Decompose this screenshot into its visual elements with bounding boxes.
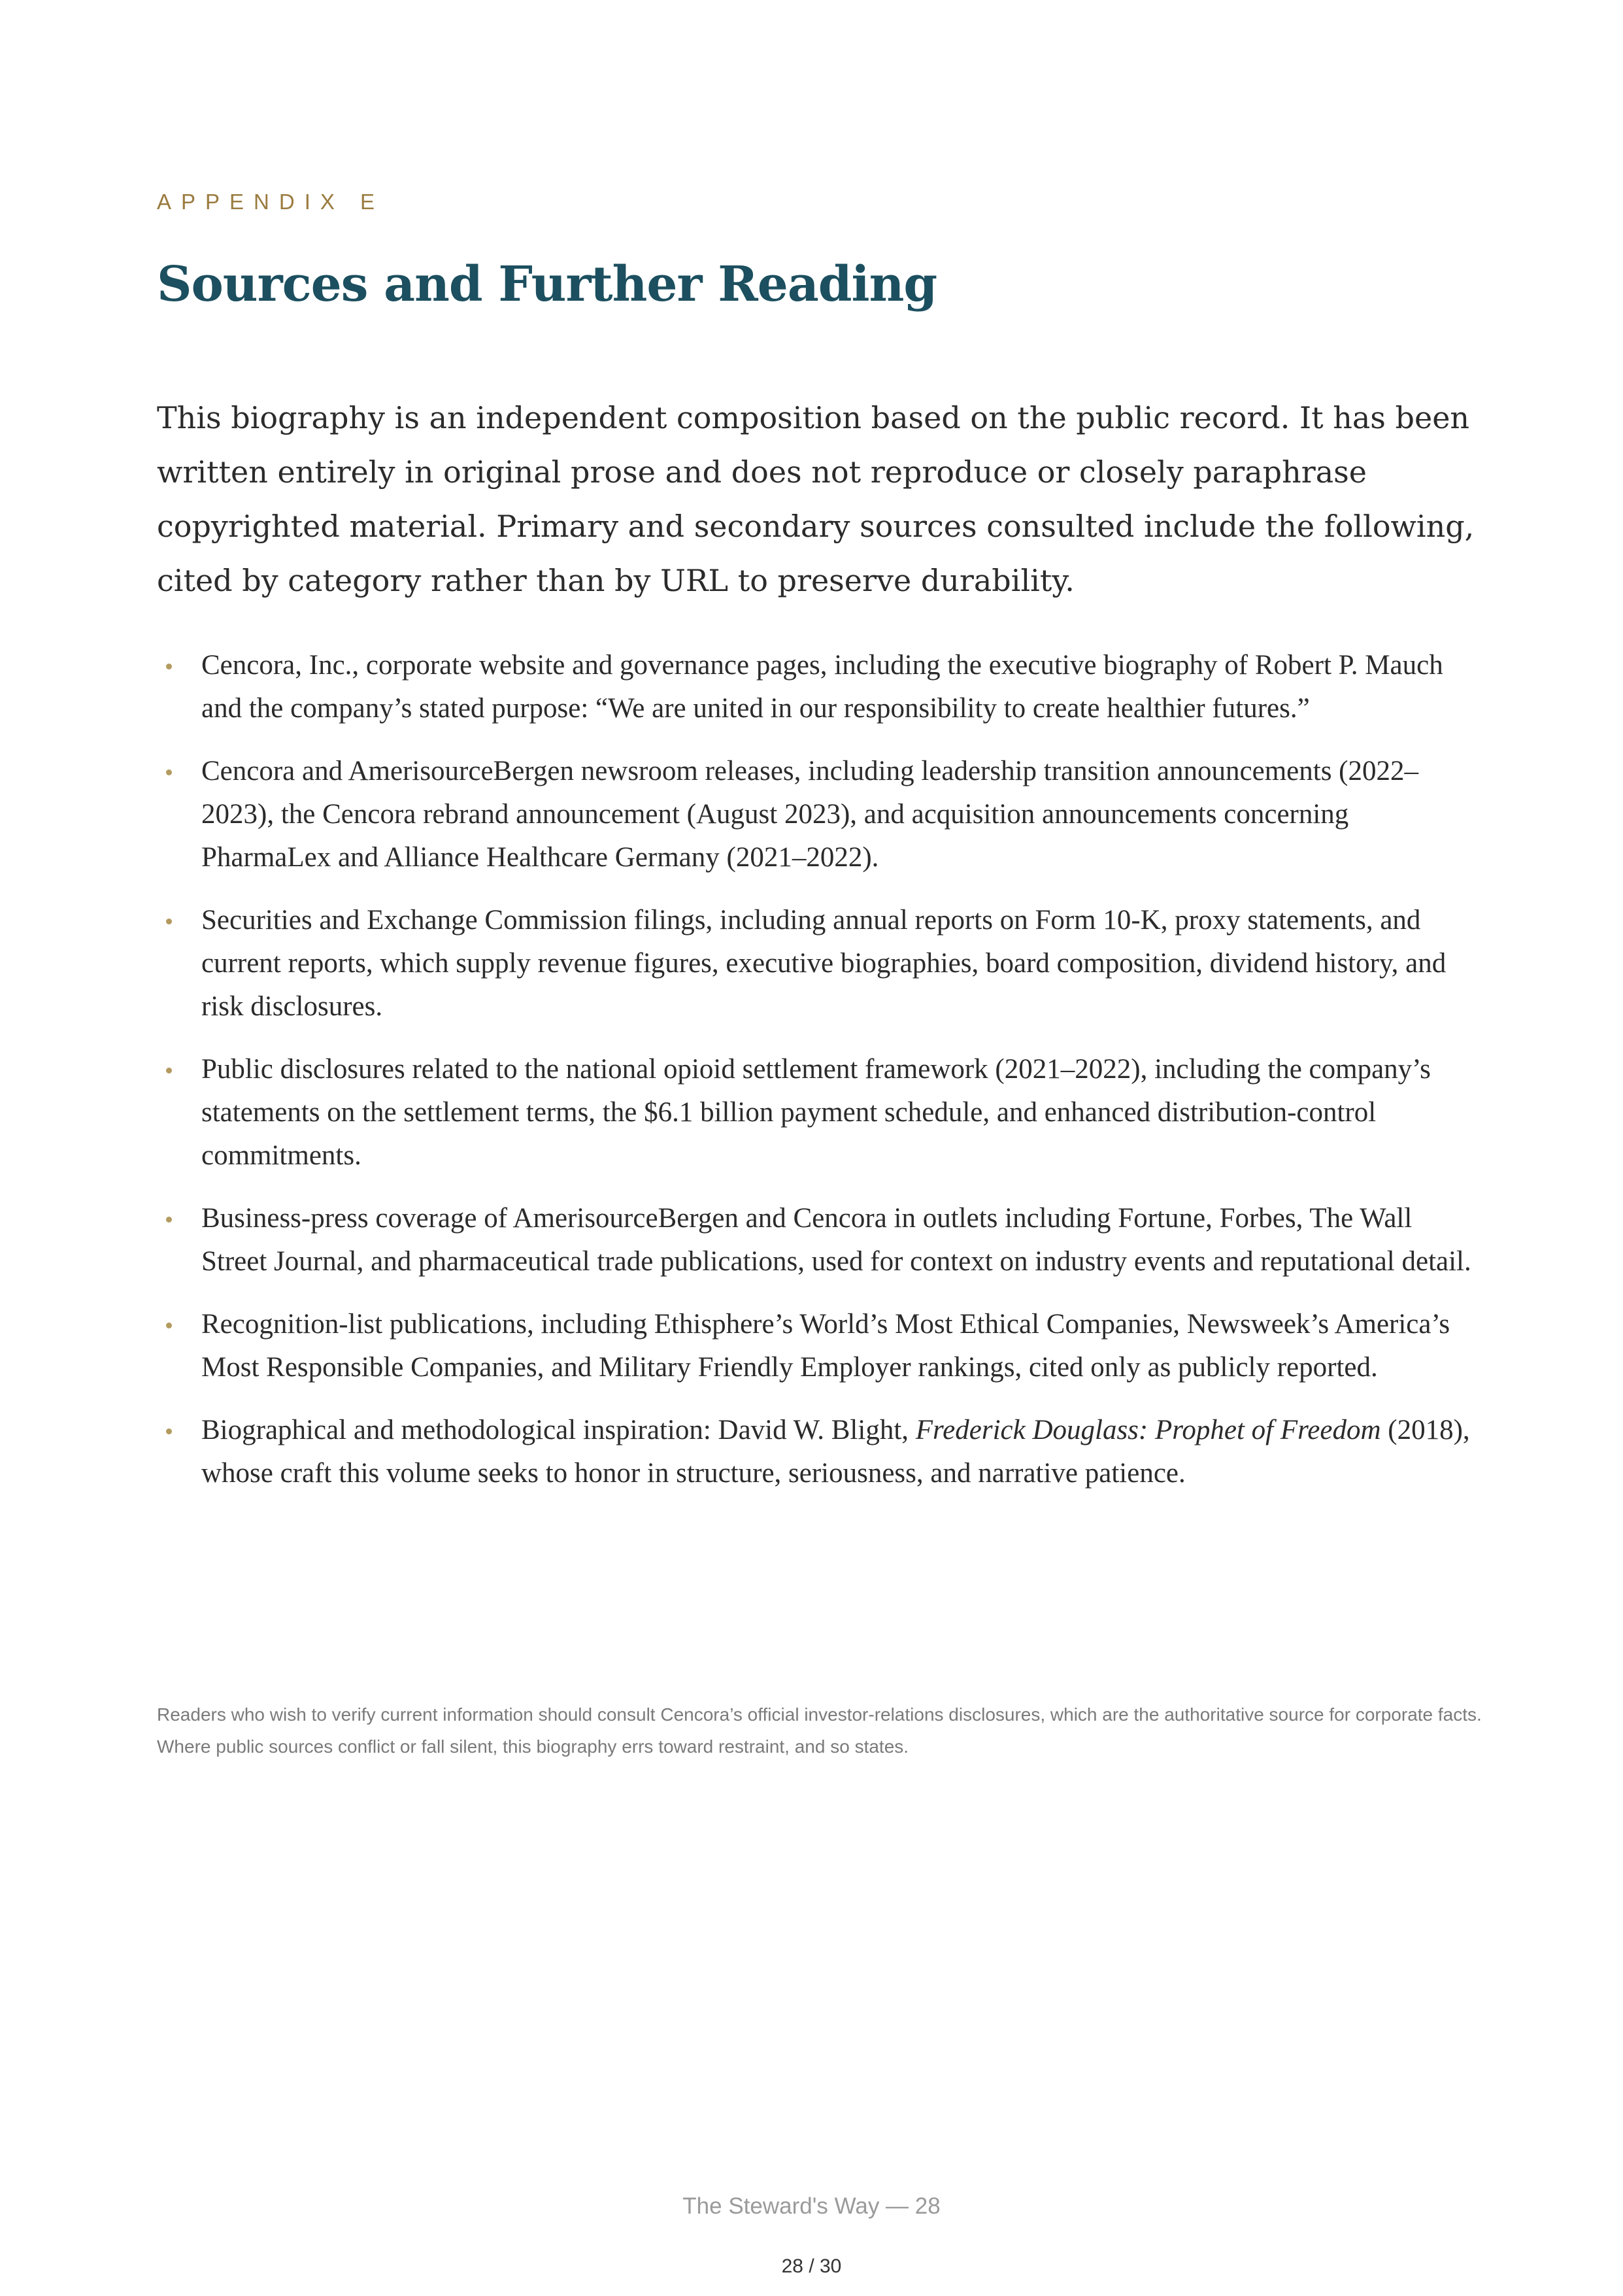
sources-list [157, 644, 1484, 1515]
intro-paragraph: This biography is an independent composition based on the public record. It has been written entirely in original prose and does not reproduce or closely paraphrase copyrighted material. Primary and secondary sources consulted include the following, cited by category rather than by URL to preserve durability. [157, 400, 1475, 598]
source-text: Business-press coverage of AmerisourceBergen and Cencora in outlets including Fortune, Forbes, The Wall Street Journal, and pharmaceutical trade publications, used for context on industry events and reputational detail. [201, 1203, 1471, 1277]
running-footer: The Steward's Way — 28 [682, 2193, 941, 2219]
bullet-icon [166, 1068, 172, 1073]
source-text: Cencora, Inc., corporate website and governance pages, including the executive biography of Robert P. Mauch and the company’s stated purpose: “We are united in our responsibility to create healthier futures.” [201, 650, 1443, 724]
source-item-business-press [157, 1197, 1484, 1283]
source-text-after: (2018), whose craft this volume seeks to honor in structure, seriousness, and narrative patience. [201, 1415, 1470, 1489]
source-item-opioid-settlement [157, 1048, 1484, 1177]
page-title: Sources and Further Reading [157, 256, 937, 312]
source-item-biographical-inspiration [157, 1409, 1484, 1495]
bullet-icon [166, 919, 172, 924]
source-item-corporate-website [157, 644, 1484, 730]
document-page [157, 0, 1484, 2296]
source-text: Recognition-list publications, including Ethisphere’s World’s Most Ethical Companies, Newsweek’s America’s Most Responsible Companies, and Military Friendly Employer rankings, cited only as publicly reported. [201, 1309, 1450, 1383]
page-number: 28 / 30 [781, 2255, 842, 2277]
source-item-sec-filings [157, 899, 1484, 1028]
verification-note: Readers who wish to verify current information should consult Cencora’s official investor-relations disclosures, which are the authoritative source for corporate facts. Where public sources conflict or fall silent, this biography errs toward restraint, and so states. [157, 1704, 1482, 1757]
bullet-icon [166, 769, 172, 775]
source-text-before: Biographical and methodological inspiration: David W. Blight, [201, 1415, 916, 1445]
book-title: Frederick Douglass: Prophet of Freedom [915, 1415, 1381, 1445]
source-text: Public disclosures related to the national opioid settlement framework (2021–2022), including the company’s statements on the settlement terms, the $6.1 billion payment schedule, and enhanced distribution-control commitments. [201, 1054, 1431, 1171]
appendix-label: APPENDIX E [157, 190, 385, 214]
source-item-newsroom-releases [157, 750, 1484, 879]
bullet-icon [166, 664, 172, 669]
bullet-icon [166, 1323, 172, 1328]
bullet-icon [166, 1217, 172, 1223]
source-text: Cencora and AmerisourceBergen newsroom releases, including leadership transition announcements (2022–2023), the Cencora rebrand announcement (August 2023), and acquisition announcements concerning PharmaLex and Alliance Healthcare Germany (2021–2022). [201, 756, 1418, 873]
bullet-icon [166, 1428, 172, 1434]
source-text: Securities and Exchange Commission filings, including annual reports on Form 10-K, proxy statements, and current reports, which supply revenue figures, executive biographies, board composition, dividend history, and risk disclosures. [201, 905, 1447, 1022]
source-item-recognition-lists [157, 1303, 1484, 1389]
